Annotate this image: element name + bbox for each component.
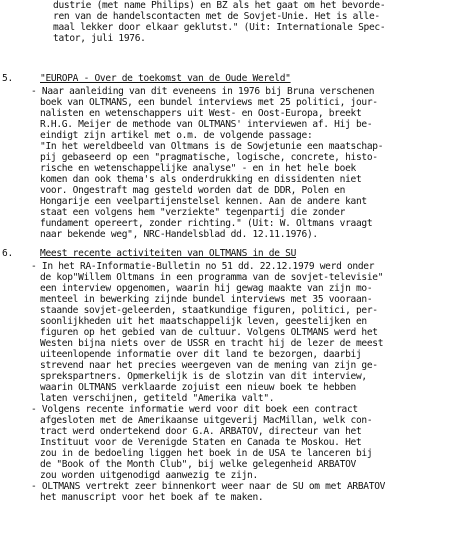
text-line: zou worden uitgenodigd aanwezig te zijn. [40, 470, 258, 481]
text-line: soonlijkheden uit het maatschappelijk leven, geestelijken en [40, 316, 367, 327]
text-line: nalisten en wetenschappers uit West- en Oost-Europa, breekt [40, 108, 362, 119]
text-line: strevend naar het precies weergeven van de mening van zijn ge- [40, 360, 378, 371]
text-line: dustrie (met name Philips) en BZ als het gaat om het bevorde- [53, 0, 386, 11]
text-line: staande sovjet-geleerden, staatkundige figuren, politici, per- [40, 305, 378, 316]
text-line: ren van de handelscontacten met de Sovjet-Unie. Het is alle- [53, 11, 380, 22]
section-number: 6. [2, 248, 13, 259]
text-line: staat een volgens hem "verziekte" tegenpartij die zonder [40, 207, 346, 218]
text-line: een interview opgenomen, waarin hij gewag maakte van zijn mo- [40, 283, 373, 294]
text-line: - Volgens recente informatie werd voor dit boek een contract [31, 404, 358, 415]
text-line: menteel in bewerking zijnde bundel interviews met 35 vooraan- [40, 294, 373, 305]
text-line: "In het wereldbeeld van Oltmans is de Sowjetunie een maatschap- [40, 141, 384, 152]
text-line: het manuscript voor het boek af te maken. [40, 492, 264, 503]
section-number: 5. [2, 73, 13, 84]
section-heading: "EUROPA - Over de toekomst van de Oude Wereld" [40, 73, 291, 84]
text-line: komen dan ook thema's als onderdrukking en dissidenten niet [40, 174, 362, 185]
text-line: maal lekker door elkaar geklutst." (Uit: Internationale Spec- [53, 22, 386, 33]
text-line: pij gebaseerd op een "pragmatische, logische, concrete, histo- [40, 152, 378, 163]
text-line: - OLTMANS vertrekt zeer binnenkort weer naar de SU om met ARBATOV [31, 481, 386, 492]
text-line: figuren op het gebied van de cultuur. Volgens OLTMANS werd het [40, 327, 378, 338]
text-line: tract werd ondertekend door G.A. ARBATOV, directeur van het [40, 426, 362, 437]
text-line: Hongarije een veelpartijenstelsel kennen. Aan de andere kant [40, 196, 367, 207]
text-line: zou in de bedoeling liggen het boek in de USA te lanceren bij [40, 448, 373, 459]
text-line: waarin OLTMANS verklaarde zojuist een nieuw boek te hebben [40, 382, 356, 393]
text-line: tator, juli 1976. [53, 33, 146, 44]
text-line: de "Book of the Month Club", bij welke gelegenheid ARBATOV [40, 459, 356, 470]
text-line: sprekspartners. Opmerkelijk is de slotzin van dit interview, [40, 371, 367, 382]
text-line: - In het RA-Informatie-Bulletin no 51 dd. 22.12.1979 werd onder [31, 261, 375, 272]
text-line: - Naar aanleiding van dit eveneens in 1976 bij Bruna verschenen [31, 86, 375, 97]
text-line: R.H.G. Meijer de methode van OLTMANS' interviewen af. Hij be- [40, 119, 373, 130]
text-line: fundament opereert, zonder richting." (Uit: W. Oltmans vraagt [40, 218, 373, 229]
text-line: Instituut voor de Verenigde Staten en Canada te Moskou. Het [40, 437, 362, 448]
text-line: de kop"Willem Oltmans in een programma van de sovjet-televisie" [40, 272, 384, 283]
text-line: uiteenlopende informatie over dit land te bezorgen, daarbij [40, 349, 362, 360]
text-line: eindigt zijn artikel met o.m. de volgende passage: [40, 130, 313, 141]
text-line: rische en wetenschappelijke analyse" - en in het hele boek [40, 163, 356, 174]
text-line: boek van OLTMANS, een bundel interviews met 25 politici, jour- [40, 97, 378, 108]
text-line: afgesloten met de Amerikaanse uitgeverij MacMillan, welk con- [40, 415, 373, 426]
text-line: naar bekende weg", NRC-Handelsblad dd. 12.11.1976). [40, 229, 318, 240]
text-line: laten verschijnen, getiteld "Amerika valt". [40, 393, 275, 404]
text-line: voor. Ongestraft mag gesteld worden dat de DDR, Polen en [40, 185, 346, 196]
section-heading: Meest recente activiteiten van OLTMANS in de SU [40, 248, 297, 259]
text-line: Westen bijna niets over de USSR en tracht hij de lezer de meest [40, 338, 384, 349]
